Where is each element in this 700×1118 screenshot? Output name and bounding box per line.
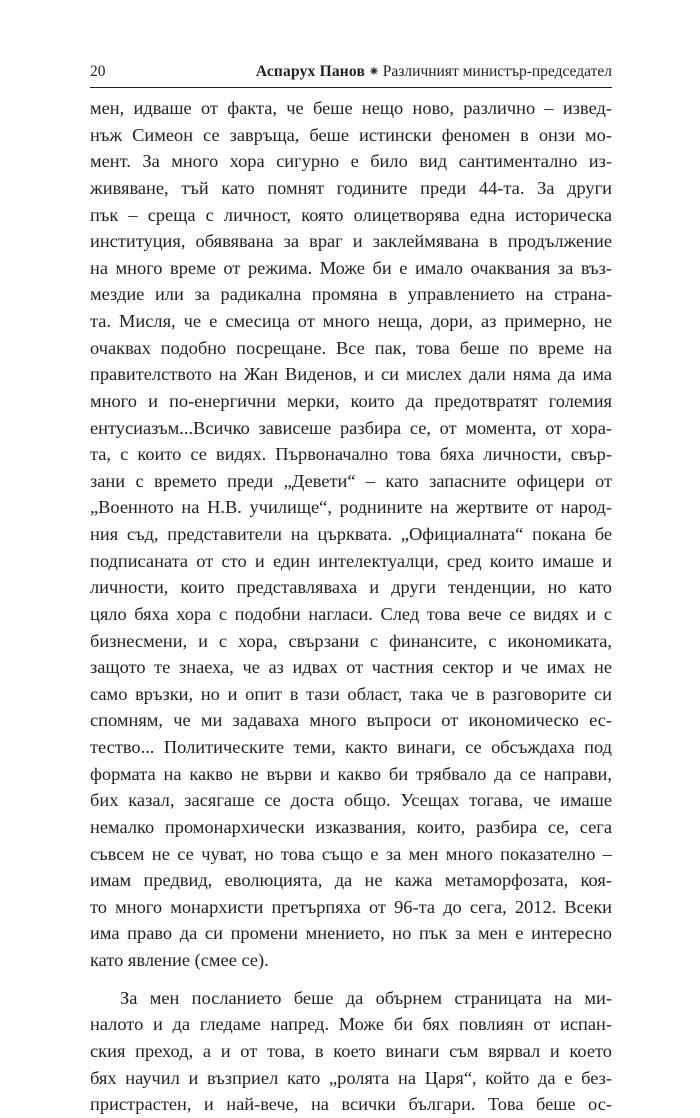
- text-line: бизнесмени, и с хора, свързани с финансите, с икономиката,: [90, 630, 612, 651]
- text-line: съвсем не се чуват, но това също е за мен много показателно –: [90, 843, 612, 864]
- text-line: цяло бяха хора с подобни нагласи. След това вече се видях и с: [90, 603, 612, 624]
- text-line: пристрастен, и най-вече, на всички българи. Това беше ос-: [90, 1094, 612, 1115]
- text-line: нъж Симеон се завръща, беше истински феномен в онзи мо-: [90, 124, 612, 145]
- text-line: зани с времето преди „Девети“ – като запасните офицери от: [90, 470, 612, 491]
- text-line: институция, обявявана за враг и заклеймявана в продължение: [90, 231, 612, 252]
- text-line: мездие или за радикална промяна в управлението на страна-: [90, 284, 612, 305]
- author-name: Аспарух Панов: [255, 63, 366, 80]
- text-line: налото и да гледаме напред. Може би бях повлиян от испан-: [90, 1014, 612, 1035]
- text-line: има право да си промени мнението, но пък за мен е интересно: [90, 923, 612, 944]
- separator-glyph: ⁕: [368, 65, 380, 80]
- text-line: личности, които представляваха и други тенденции, но като: [90, 577, 612, 598]
- page-number: 20: [90, 63, 106, 80]
- text-line: та, с които се видях. Първоначално това бяха личности, свър-: [90, 444, 612, 465]
- text-line: пък – среща с личност, която олицетворява една историческа: [90, 204, 612, 225]
- text-line: ентусиазъм...Всичко зависеше разбира се, от момента, от хора-: [90, 417, 612, 438]
- body-text: [90, 95, 612, 1118]
- text-line: имам предвид, еволюцията, да не кажа метаморфозата, коя-: [90, 870, 612, 891]
- text-line: много и по-енергични мерки, които да предотвратят големия: [90, 390, 612, 411]
- paragraph-gap: [90, 974, 612, 985]
- text-line: та. Мисля, че е смесица от много неща, дори, аз примерно, не: [90, 311, 612, 331]
- text-line: ния съд, представители на църквата. „Официалната“ покана бе: [90, 524, 612, 544]
- paragraph-1: [90, 95, 612, 974]
- text-line: „Военното на Н.В. училище“, роднините на жертвите от народ-: [90, 497, 612, 518]
- paragraph-2: [90, 985, 612, 1118]
- header-rule: [90, 87, 612, 88]
- text-line: правителството на Жан Виденов, и си мислех дали няма да има: [90, 364, 612, 385]
- text-line: като явление (смее се).: [90, 950, 269, 970]
- text-line: ския преход, а и от това, в което винаги съм вярвал и което: [90, 1040, 612, 1061]
- text-line: очаквах подобно посрещане. Все пак, това беше по време на: [90, 337, 612, 358]
- text-line: подписаната от сто и един интелектуалци, сред които имаше и: [90, 550, 612, 571]
- text-line: бих казал, засягаше се доста общо. Усещах тогава, че имаше: [90, 790, 612, 811]
- text-line: немалко промонархически изказвания, които, разбира се, сега: [90, 816, 612, 837]
- text-line: тество... Политическите теми, както винаги, се обсъждаха под: [90, 737, 612, 757]
- text-line: живяване, тъй като помнят годините преди 44-та. За други: [90, 177, 612, 198]
- text-line: на много време от режима. Може би е имало очаквания за въз-: [90, 257, 612, 278]
- text-line: мент. За много хора сигурно е било вид сантиментално из-: [90, 151, 612, 172]
- book-title: Различният министър-председател: [382, 63, 612, 80]
- text-line: защото те знаеха, че аз идвах от частния сектор и че имах не: [90, 657, 612, 678]
- text-line: мен, идваше от факта, че беше нещо ново, различно – извед-: [90, 98, 612, 118]
- text-line: формата на какво не върви и какво би трябвало да се направи,: [90, 763, 612, 784]
- running-head: [90, 58, 612, 86]
- text-line: то много монархисти претърпяха от 96-та до сега, 2012. Всеки: [90, 896, 612, 917]
- running-title: [256, 58, 612, 87]
- text-line: бях научил и възприел като „ролята на Царя“, който да е без-: [90, 1067, 612, 1088]
- text-line: спомням, че ми задаваха много въпроси от икономическо ес-: [90, 710, 612, 731]
- text-line: само връзки, но и опит в тази област, така че в разговорите си: [90, 683, 612, 704]
- text-line: За мен посланието беше да обърнем страницата на ми-: [120, 987, 612, 1008]
